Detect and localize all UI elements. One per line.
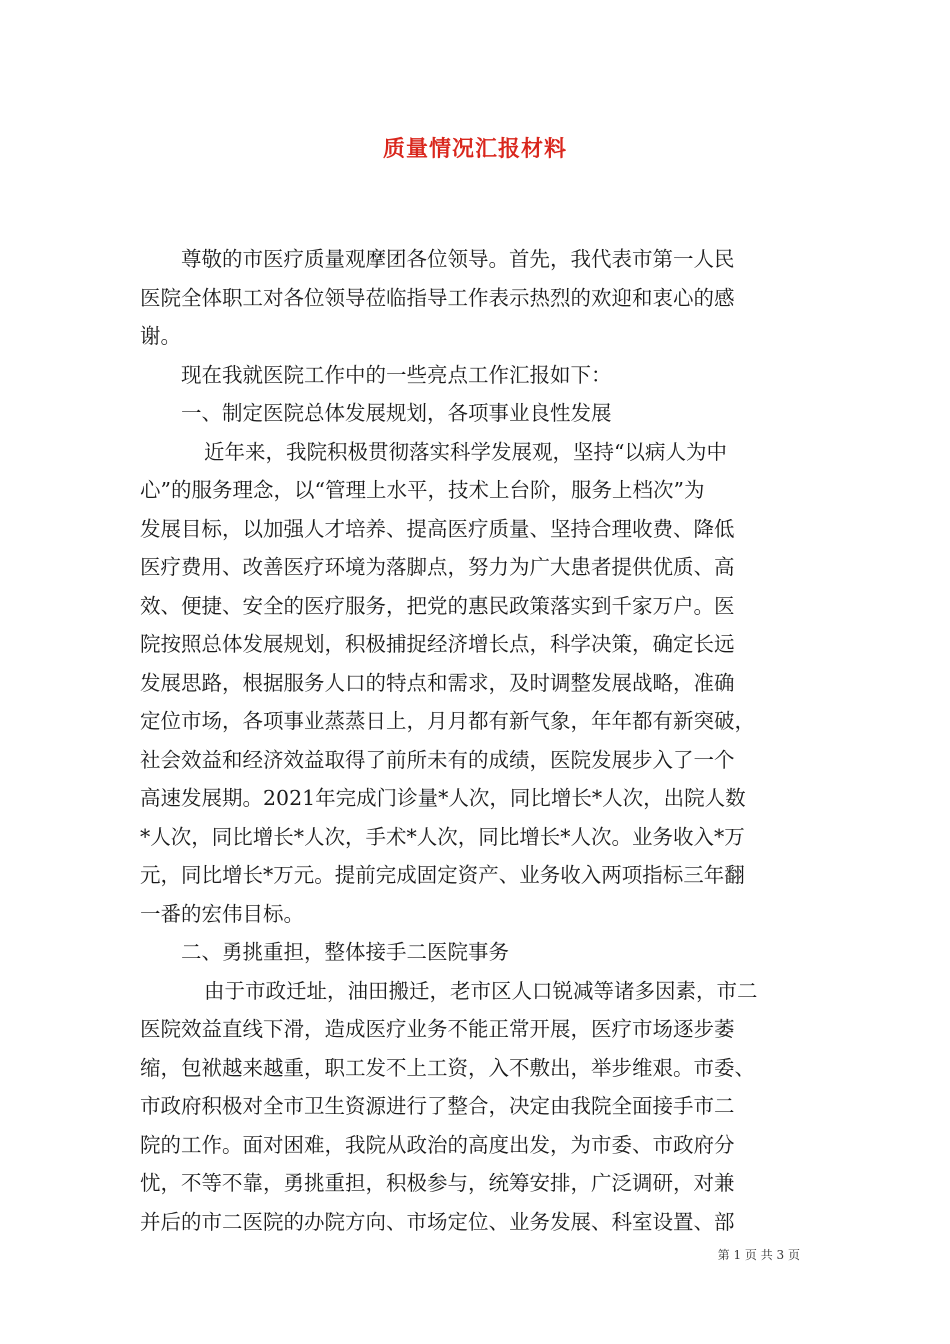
paragraph-line: 尊敬的市医疗质量观摩团各位领导。首先，我代表市第一人民 <box>181 247 735 271</box>
document-title: 质量情况汇报材料 <box>382 136 567 162</box>
paragraph-line: 发展思路，根据服务人口的特点和需求，及时调整发展战略，准确 <box>140 670 735 695</box>
paragraph-line: 现在我就医院工作中的一些亮点工作汇报如下： <box>181 362 612 387</box>
paragraph-line: 院的工作。面对困难，我院从政治的高度出发，为市委、市政府分 <box>140 1132 735 1157</box>
paragraph-line: 缩，包袱越来越重，职工发不上工资，入不敷出，举步维艰。市委、 <box>140 1055 755 1080</box>
paragraph-line: 医院效益直线下滑，造成医疗业务不能正常开展，医疗市场逐步萎 <box>140 1017 735 1041</box>
paragraph-line: 高速发展期。2021年完成门诊量*人次，同比增长*人次，出院人数 <box>140 786 746 810</box>
paragraph-line: 医院全体职工对各位领导莅临指导工作表示热烈的欢迎和衷心的感 <box>140 285 735 310</box>
paragraph-line: 定位市场，各项事业蒸蒸日上，月月都有新气象，年年都有新突破， <box>140 709 755 733</box>
paragraph-line: 一番的宏伟目标。 <box>140 901 304 926</box>
paragraph-line: 心”的服务理念，以“管理上水平，技术上台阶，服务上档次”为 <box>140 478 705 502</box>
paragraph-line: 元，同比增长*万元。提前完成固定资产、业务收入两项指标三年翻 <box>140 863 745 887</box>
section-heading: 一、制定医院总体发展规划，各项事业良性发展 <box>181 401 612 425</box>
paragraph-line: 发展目标，以加强人才培养、提高医疗质量、坚持合理收费、降低 <box>140 516 735 541</box>
paragraph-line: 市政府积极对全市卫生资源进行了整合，决定由我院全面接手市二 <box>140 1094 735 1118</box>
paragraph-line: 院按照总体发展规划，积极捕捉经济增长点，科学决策，确定长远 <box>140 632 735 656</box>
paragraph-line: *人次，同比增长*人次，手术*人次，同比增长*人次。业务收入*万 <box>140 824 745 849</box>
paragraph-line: 并后的市二医院的办院方向、市场定位、业务发展、科室设置、部 <box>140 1209 735 1234</box>
paragraph-line: 由于市政迁址，油田搬迁，老市区人口锐减等诸多因素，市二 <box>204 978 758 1003</box>
document-body <box>140 240 812 1241</box>
paragraph-line: 谢。 <box>140 324 181 348</box>
paragraph-line: 医疗费用、改善医疗环境为落脚点，努力为广大患者提供优质、高 <box>140 555 735 579</box>
paragraph-line: 近年来，我院积极贯彻落实科学发展观，坚持“以病人为中 <box>204 439 727 464</box>
section-heading: 二、勇挑重担，整体接手二医院事务 <box>181 940 509 964</box>
paragraph-line: 效、便捷、安全的医疗服务，把党的惠民政策落实到千家万户。医 <box>140 593 735 618</box>
page-number: 第 1 页 共 3 页 <box>717 1248 800 1262</box>
paragraph-line: 忧，不等不靠，勇挑重担，积极参与，统筹安排，广泛调研，对兼 <box>140 1171 735 1195</box>
paragraph-line: 社会效益和经济效益取得了前所未有的成绩，医院发展步入了一个 <box>140 747 735 772</box>
